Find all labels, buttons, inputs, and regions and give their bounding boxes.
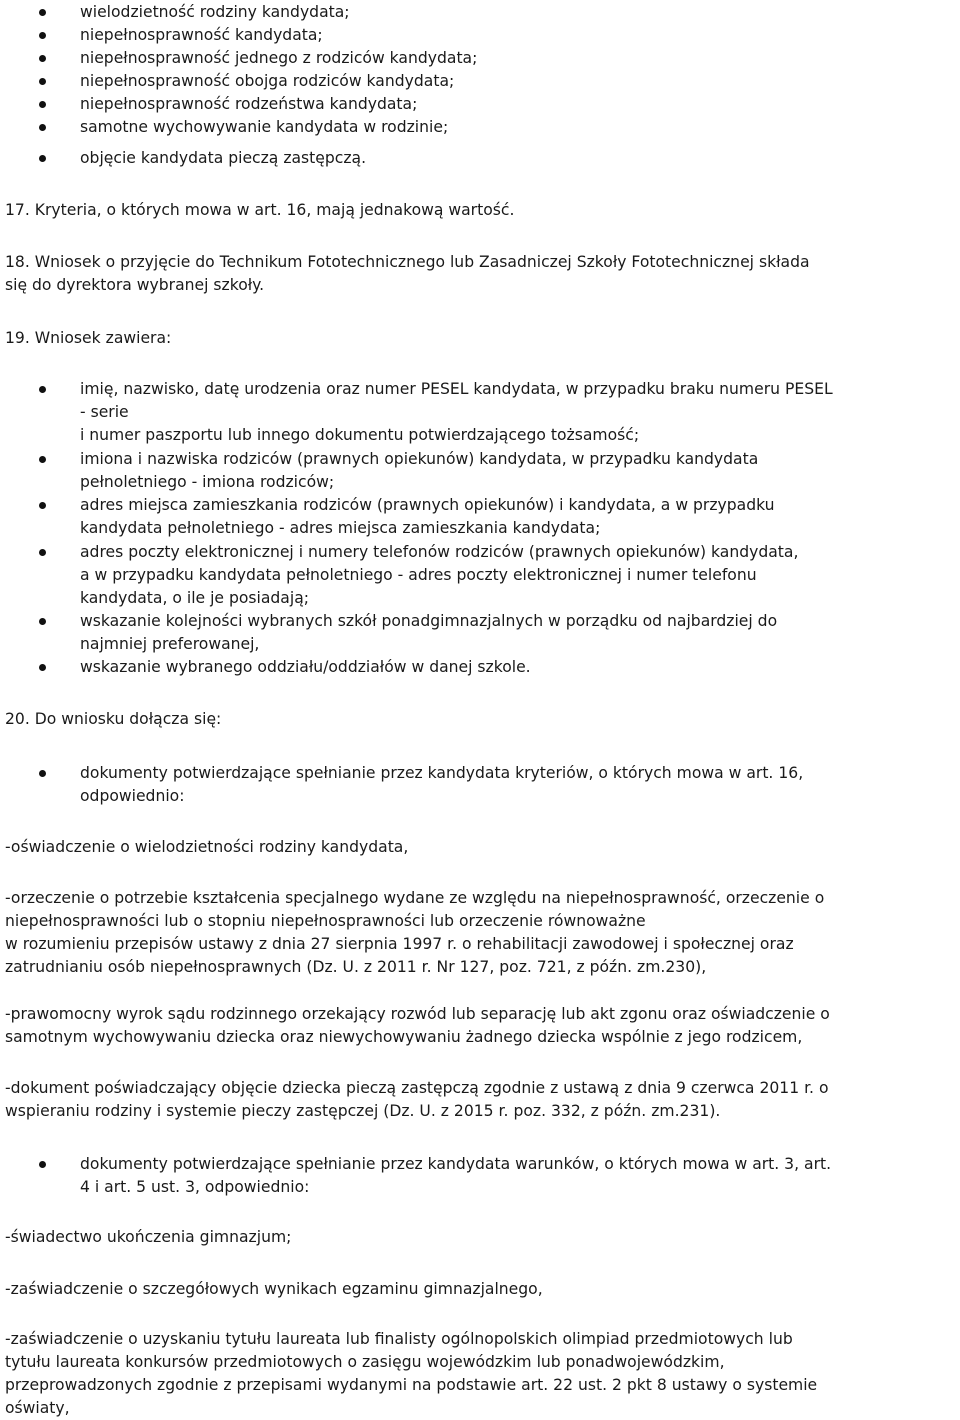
document-requirement: -zaświadczenie o szczegółowych wynikach egzaminu gimnazjalnego, — [5, 1280, 543, 1298]
paragraph-19: 19. Wniosek zawiera: — [5, 329, 172, 347]
list-item: samotne wychowywanie kandydata w rodzinie; — [80, 116, 950, 139]
paragraph-18: 18. Wniosek o przyjęcie do Technikum Fototechnicznego lub Zasadniczej Szkoły Fototechnicznej składa się do dyrektora wybranej szkoły. — [5, 253, 810, 294]
list-item: niepełnosprawność jednego z rodziców kandydata; — [80, 47, 950, 70]
list-item: objęcie kandydata pieczą zastępczą. — [80, 147, 950, 170]
list-item: niepełnosprawność obojga rodziców kandydata; — [80, 70, 950, 93]
paragraph-20: 20. Do wniosku dołącza się: — [5, 710, 222, 728]
list-item: wielodzietność rodziny kandydata; — [80, 1, 950, 24]
list-item: dokumenty potwierdzające spełnianie przez kandydata kryteriów, o których mowa w art. 16, odpowiednio: — [80, 762, 950, 808]
list-item: niepełnosprawność rodzeństwa kandydata; — [80, 93, 950, 116]
document-requirement: -prawomocny wyrok sądu rodzinnego orzekający rozwód lub separację lub akt zgonu oraz oświadczenie o samotnym wychowywaniu dziecka oraz niewychowywaniu żadnego dziecka wspólnie z jego rodzicem, — [5, 1005, 830, 1046]
document-requirement: -dokument poświadczający objęcie dziecka pieczą zastępczą zgodnie z ustawą z dnia 9 czerwca 2011 r. o wspieraniu rodziny i systemie pieczy zastępczej (Dz. U. z 2015 r. poz. 332, z późn. zm.231). — [5, 1079, 829, 1120]
document-requirement: -świadectwo ukończenia gimnazjum; — [5, 1228, 292, 1246]
document-requirement: -oświadczenie o wielodzietności rodziny kandydata, — [5, 838, 409, 856]
list-item: niepełnosprawność kandydata; — [80, 24, 950, 47]
list-item: adres miejsca zamieszkania rodziców (prawnych opiekunów) i kandydata, a w przypadku kandydata pełnoletniego - adres miejsca zamieszkania kandydata; — [80, 494, 950, 540]
paragraph-17: 17. Kryteria, o których mowa w art. 16, mają jednakową wartość. — [5, 201, 515, 219]
list-item: imiona i nazwiska rodziców (prawnych opiekunów) kandydata, w przypadku kandydata pełnoletniego - imiona rodziców; — [80, 448, 950, 494]
document-requirement: -zaświadczenie o uzyskaniu tytułu laureata lub finalisty ogólnopolskich olimpiad przedmiotowych lub tytułu laureata konkursów przedmiotowych o zasięgu wojewódzkim lub ponadwojewódzkim, przeprowadzonych zgodnie z przepisami wydanymi na podstawie art. 22 ust. 2 pkt 8 ustawy o systemie oświaty, — [5, 1330, 818, 1417]
list-item: adres poczty elektronicznej i numery telefonów rodziców (prawnych opiekunów) kandydata, a w przypadku kandydata pełnoletniego - adres poczty elektronicznej i numer telefonu kandydata, o ile je posiadają; — [80, 541, 950, 610]
list-item: dokumenty potwierdzające spełnianie przez kandydata warunków, o których mowa w art. 3, art. 4 i art. 5 ust. 3, odpowiednio: — [80, 1153, 950, 1199]
list-item: imię, nazwisko, datę urodzenia oraz numer PESEL kandydata, w przypadku braku numeru PESEL - serie i numer paszportu lub innego dokumentu potwierdzającego tożsamość; — [80, 378, 950, 447]
document-requirement: -orzeczenie o potrzebie kształcenia specjalnego wydane ze względu na niepełnosprawność, orzeczenie o niepełnosprawności lub o stopniu niepełnosprawności lub orzeczenie równoważne w rozumieniu przepisów ustawy z dnia 27 sierpnia 1997 r. o rehabilitacji zawodowej i społecznej oraz zatrudnianiu osób niepełnosprawnych (Dz. U. z 2011 r. Nr 127, poz. 721, z późn. zm.230), — [5, 889, 825, 976]
list-item: wskazanie kolejności wybranych szkół ponadgimnazjalnych w porządku od najbardziej do najmniej preferowanej, — [80, 610, 950, 656]
list-item: wskazanie wybranego oddziału/oddziałów w danej szkole. — [80, 656, 950, 679]
